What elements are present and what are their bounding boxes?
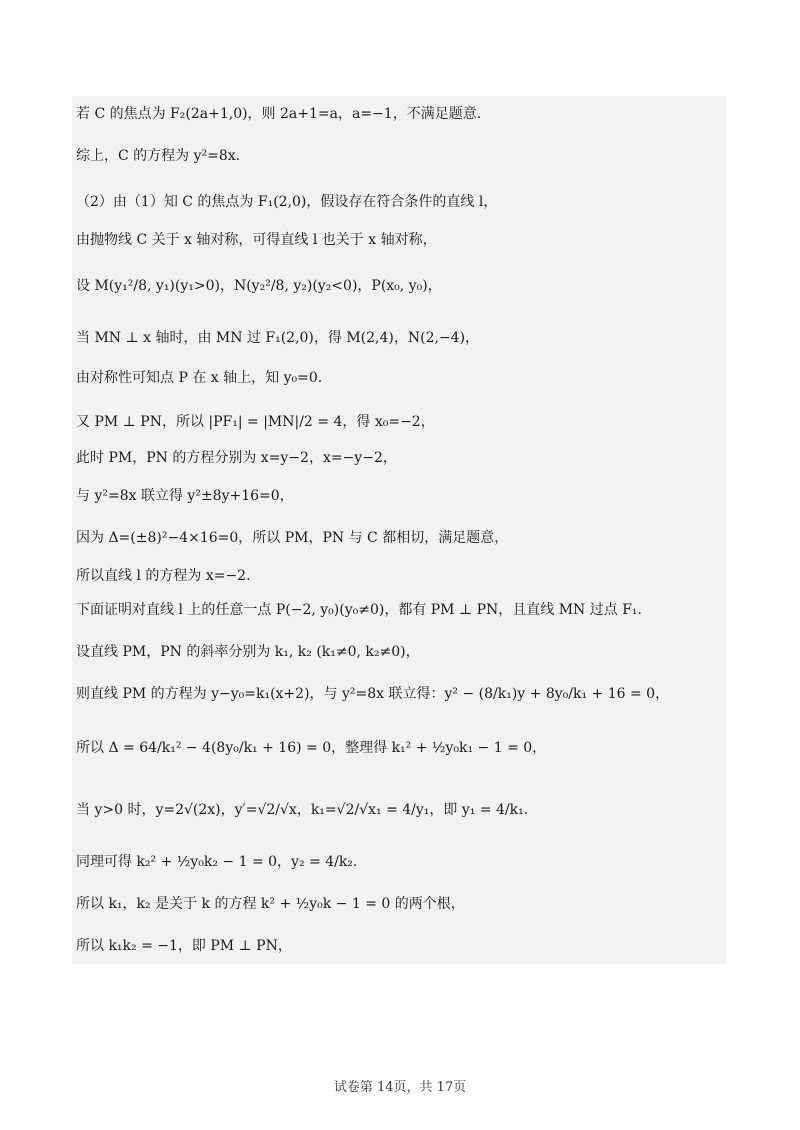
solution-line-6: 当 MN ⊥ x 轴时，由 MN 过 F₁(2,0)，得 M(2,4)，N(2,−4)，: [76, 330, 480, 346]
solution-line-7: 由对称性可知点 P 在 x 轴上，知 y₀=0.: [76, 370, 323, 386]
solution-line-2: 综上，C 的方程为 y²=8x.: [76, 148, 241, 164]
solution-line-18: 同理可得 k₂² + ½y₀k₂ − 1 = 0，y₂ = 4/k₂.: [76, 854, 358, 870]
solution-line-12: 所以直线 l 的方程为 x=−2.: [76, 568, 251, 584]
solution-line-11: 因为 Δ=(±8)²−4×16=0，所以 PM，PN 与 C 都相切，满足题意，: [76, 530, 509, 546]
solution-text-block: [72, 96, 726, 964]
solution-line-20: 所以 k₁k₂ = −1，即 PM ⊥ PN，: [76, 938, 292, 954]
solution-line-15: 则直线 PM 的方程为 y−y₀=k₁(x+2)，与 y²=8x 联立得：y² − (8/k₁)y + 8y₀/k₁ + 16 = 0，: [76, 686, 670, 702]
solution-line-16: 所以 Δ = 64/k₁² − 4(8y₀/k₁ + 16) = 0，整理得 k₁² + ½y₀k₁ − 1 = 0，: [76, 740, 547, 756]
solution-line-14: 设直线 PM，PN 的斜率分别为 k₁, k₂ (k₁≠0, k₂≠0)，: [76, 644, 420, 660]
solution-line-4: 由抛物线 C 关于 x 轴对称，可得直线 l 也关于 x 轴对称，: [76, 232, 437, 248]
solution-line-10: 与 y²=8x 联立得 y²±8y+16=0，: [76, 488, 294, 504]
solution-line-1: 若 C 的焦点为 F₂(2a+1,0)，则 2a+1=a，a=−1，不满足题意.: [76, 106, 482, 122]
solution-line-13: 下面证明对直线 l 上的任意一点 P(−2, y₀)(y₀≠0)，都有 PM ⊥ PN，且直线 MN 过点 F₁.: [76, 602, 642, 618]
solution-line-3: （2）由（1）知 C 的焦点为 F₁(2,0)，假设存在符合条件的直线 l，: [76, 194, 498, 210]
solution-line-17: 当 y>0 时，y=2√(2x)，y′=√2/√x，k₁=√2/√x₁ = 4/y₁，即 y₁ = 4/k₁.: [76, 802, 529, 818]
solution-line-5: 设 M(y₁²/8, y₁)(y₁>0)，N(y₂²/8, y₂)(y₂<0)，P(x₀, y₀)，: [76, 278, 442, 294]
solution-line-9: 此时 PM，PN 的方程分别为 x=y−2，x=−y−2，: [76, 450, 397, 466]
solution-line-19: 所以 k₁，k₂ 是关于 k 的方程 k² + ½y₀k − 1 = 0 的两个根，: [76, 896, 465, 912]
solution-line-8: 又 PM ⊥ PN，所以 |PF₁| = |MN|/2 = 4，得 x₀=−2，: [76, 414, 435, 430]
page-footer: 试卷第 14页，共 17页: [333, 1080, 467, 1095]
